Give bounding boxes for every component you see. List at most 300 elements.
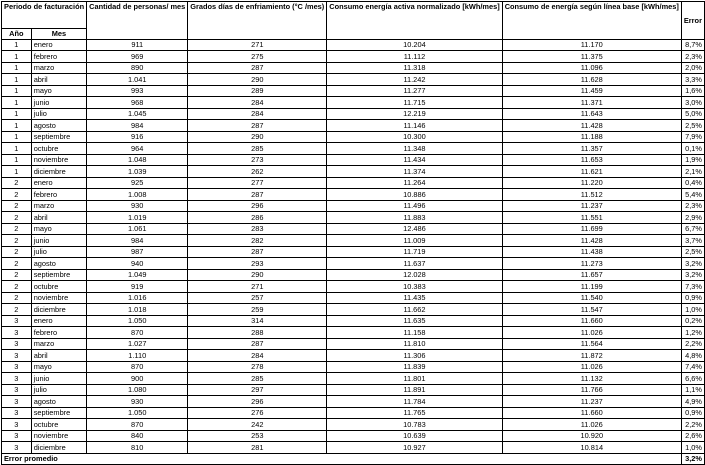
month-cell: marzo — [31, 200, 86, 212]
year-cell: 3 — [2, 350, 32, 362]
baseline-consumption-cell: 11.438 — [502, 246, 681, 258]
month-cell: junio — [31, 373, 86, 385]
baseline-consumption-cell: 11.132 — [502, 373, 681, 385]
baseline-consumption-cell: 11.375 — [502, 51, 681, 63]
degree-days-cell: 275 — [188, 51, 327, 63]
normalized-consumption-cell: 11.009 — [327, 235, 502, 247]
table-row — [2, 189, 705, 201]
table-row — [2, 131, 705, 143]
average-error-row — [2, 453, 705, 465]
normalized-consumption-cell: 11.496 — [327, 200, 502, 212]
normalized-consumption-cell: 11.348 — [327, 143, 502, 155]
table-row — [2, 166, 705, 178]
year-cell: 2 — [2, 304, 32, 316]
baseline-consumption-cell: 11.428 — [502, 235, 681, 247]
error-cell: 2,5% — [681, 120, 704, 132]
month-cell: noviembre — [31, 292, 86, 304]
error-cell: 3,0% — [681, 97, 704, 109]
degree-days-cell: 284 — [188, 350, 327, 362]
degree-days-cell: 257 — [188, 292, 327, 304]
baseline-consumption-cell: 11.096 — [502, 62, 681, 74]
baseline-consumption-cell: 11.551 — [502, 212, 681, 224]
people-cell: 1.018 — [87, 304, 188, 316]
degree-days-cell: 288 — [188, 327, 327, 339]
error-cell: 1,0% — [681, 442, 704, 454]
table-row — [2, 51, 705, 63]
energy-baseline-table — [1, 1, 705, 465]
degree-days-cell: 282 — [188, 235, 327, 247]
error-cell: 5,0% — [681, 108, 704, 120]
degree-days-cell: 287 — [188, 189, 327, 201]
normalized-consumption-cell: 11.810 — [327, 338, 502, 350]
year-cell: 2 — [2, 292, 32, 304]
table-row — [2, 407, 705, 419]
normalized-consumption-cell: 11.242 — [327, 74, 502, 86]
baseline-consumption-cell: 11.643 — [502, 108, 681, 120]
normalized-consumption-cell: 11.719 — [327, 246, 502, 258]
error-cell: 1,9% — [681, 154, 704, 166]
error-cell: 2,5% — [681, 246, 704, 258]
normalized-consumption-cell: 11.662 — [327, 304, 502, 316]
error-cell: 6,6% — [681, 373, 704, 385]
error-cell: 2,0% — [681, 62, 704, 74]
baseline-consumption-cell: 10.814 — [502, 442, 681, 454]
degree-days-cell: 276 — [188, 407, 327, 419]
people-cell: 930 — [87, 396, 188, 408]
month-cell: octubre — [31, 143, 86, 155]
baseline-consumption-cell: 11.660 — [502, 315, 681, 327]
year-cell: 1 — [2, 51, 32, 63]
error-cell: 2,3% — [681, 51, 704, 63]
average-error-value: 3,2% — [681, 453, 704, 465]
table-row — [2, 373, 705, 385]
month-cell: septiembre — [31, 407, 86, 419]
people-cell: 911 — [87, 39, 188, 51]
baseline-consumption-cell: 11.660 — [502, 407, 681, 419]
baseline-consumption-cell: 11.237 — [502, 200, 681, 212]
people-cell: 1.045 — [87, 108, 188, 120]
year-cell: 1 — [2, 154, 32, 166]
month-cell: noviembre — [31, 154, 86, 166]
table-row — [2, 419, 705, 431]
year-cell: 1 — [2, 74, 32, 86]
people-cell: 987 — [87, 246, 188, 258]
error-cell: 5,4% — [681, 189, 704, 201]
table-row — [2, 85, 705, 97]
year-cell: 2 — [2, 269, 32, 281]
year-cell: 2 — [2, 235, 32, 247]
table-row — [2, 384, 705, 396]
month-cell: marzo — [31, 62, 86, 74]
baseline-consumption-cell: 11.657 — [502, 269, 681, 281]
people-cell: 984 — [87, 235, 188, 247]
people-cell: 1.050 — [87, 315, 188, 327]
people-cell: 1.039 — [87, 166, 188, 178]
month-cell: abril — [31, 74, 86, 86]
people-cell: 1.027 — [87, 338, 188, 350]
month-cell: agosto — [31, 258, 86, 270]
year-cell: 2 — [2, 258, 32, 270]
people-cell: 1.008 — [87, 189, 188, 201]
baseline-consumption-header: Consumo de energía según línea base [kWh/mes] — [502, 2, 681, 40]
baseline-consumption-cell: 11.199 — [502, 281, 681, 293]
people-cell: 810 — [87, 442, 188, 454]
normalized-consumption-cell: 11.784 — [327, 396, 502, 408]
error-cell: 0,1% — [681, 143, 704, 155]
error-cell: 0,9% — [681, 407, 704, 419]
table-row — [2, 292, 705, 304]
baseline-consumption-cell: 11.026 — [502, 361, 681, 373]
degree-days-cell: 287 — [188, 120, 327, 132]
year-cell: 3 — [2, 315, 32, 327]
people-cell: 890 — [87, 62, 188, 74]
normalized-consumption-cell: 11.637 — [327, 258, 502, 270]
people-cell: 870 — [87, 361, 188, 373]
baseline-consumption-cell: 11.026 — [502, 327, 681, 339]
month-cell: junio — [31, 97, 86, 109]
normalized-consumption-cell: 11.434 — [327, 154, 502, 166]
error-cell: 2,3% — [681, 200, 704, 212]
people-cell: 964 — [87, 143, 188, 155]
degree-days-cell: 273 — [188, 154, 327, 166]
month-cell: julio — [31, 246, 86, 258]
normalized-consumption-cell: 11.158 — [327, 327, 502, 339]
month-cell: abril — [31, 350, 86, 362]
table-row — [2, 39, 705, 51]
month-cell: octubre — [31, 419, 86, 431]
error-cell: 0,9% — [681, 292, 704, 304]
month-cell: septiembre — [31, 269, 86, 281]
month-cell: septiembre — [31, 131, 86, 143]
table-footer — [2, 453, 705, 465]
table-row — [2, 223, 705, 235]
baseline-consumption-cell: 11.547 — [502, 304, 681, 316]
table-row — [2, 235, 705, 247]
year-cell: 1 — [2, 131, 32, 143]
baseline-consumption-cell: 11.188 — [502, 131, 681, 143]
people-cell: 1.061 — [87, 223, 188, 235]
year-cell: 2 — [2, 177, 32, 189]
degree-days-cell: 293 — [188, 258, 327, 270]
people-cell: 916 — [87, 131, 188, 143]
baseline-consumption-cell: 10.920 — [502, 430, 681, 442]
table-row — [2, 108, 705, 120]
degree-days-cell: 314 — [188, 315, 327, 327]
error-cell: 2,2% — [681, 338, 704, 350]
table-row — [2, 269, 705, 281]
table-row — [2, 154, 705, 166]
people-cell: 1.019 — [87, 212, 188, 224]
normalized-consumption-cell: 10.383 — [327, 281, 502, 293]
baseline-consumption-cell: 11.237 — [502, 396, 681, 408]
degree-days-cell: 297 — [188, 384, 327, 396]
year-cell: 3 — [2, 396, 32, 408]
normalized-consumption-cell: 11.306 — [327, 350, 502, 362]
month-cell: abril — [31, 212, 86, 224]
month-cell: diciembre — [31, 304, 86, 316]
footer-blank-cell — [87, 453, 188, 465]
year-cell: 3 — [2, 430, 32, 442]
normalized-consumption-cell: 12.486 — [327, 223, 502, 235]
normalized-consumption-cell: 10.886 — [327, 189, 502, 201]
degree-days-cell: 278 — [188, 361, 327, 373]
year-cell: 3 — [2, 407, 32, 419]
baseline-consumption-cell: 11.273 — [502, 258, 681, 270]
baseline-consumption-cell: 11.564 — [502, 338, 681, 350]
month-cell: febrero — [31, 51, 86, 63]
people-cell: 840 — [87, 430, 188, 442]
degree-days-cell: 277 — [188, 177, 327, 189]
error-cell: 7,3% — [681, 281, 704, 293]
normalized-consumption-cell: 11.635 — [327, 315, 502, 327]
normalized-consumption-cell: 11.374 — [327, 166, 502, 178]
normalized-consumption-cell: 11.715 — [327, 97, 502, 109]
degree-days-cell: 290 — [188, 269, 327, 281]
baseline-consumption-cell: 11.170 — [502, 39, 681, 51]
table-row — [2, 396, 705, 408]
year-cell: 1 — [2, 108, 32, 120]
people-cell: 930 — [87, 200, 188, 212]
year-cell: 3 — [2, 373, 32, 385]
month-cell: agosto — [31, 396, 86, 408]
table-row — [2, 361, 705, 373]
error-cell: 1,1% — [681, 384, 704, 396]
table-body — [2, 39, 705, 453]
year-cell: 1 — [2, 62, 32, 74]
degree-days-cell: 271 — [188, 281, 327, 293]
degree-days-cell: 281 — [188, 442, 327, 454]
table-row — [2, 177, 705, 189]
month-cell: julio — [31, 384, 86, 396]
degree-days-cell: 271 — [188, 39, 327, 51]
normalized-consumption-cell: 10.639 — [327, 430, 502, 442]
month-cell: diciembre — [31, 442, 86, 454]
month-cell: febrero — [31, 189, 86, 201]
month-cell: mayo — [31, 361, 86, 373]
year-cell: 2 — [2, 212, 32, 224]
degree-days-cell: 284 — [188, 97, 327, 109]
table-row — [2, 338, 705, 350]
year-header: Año — [2, 29, 32, 40]
year-cell: 1 — [2, 120, 32, 132]
month-cell: enero — [31, 39, 86, 51]
baseline-consumption-cell: 11.026 — [502, 419, 681, 431]
table-row — [2, 442, 705, 454]
normalized-consumption-cell: 11.146 — [327, 120, 502, 132]
error-cell: 1,2% — [681, 327, 704, 339]
table-row — [2, 143, 705, 155]
people-cell: 1.048 — [87, 154, 188, 166]
people-cell: 993 — [87, 85, 188, 97]
normalized-consumption-cell: 10.783 — [327, 419, 502, 431]
people-cell: 870 — [87, 419, 188, 431]
degree-days-cell: 287 — [188, 338, 327, 350]
error-cell: 8,7% — [681, 39, 704, 51]
people-cell: 925 — [87, 177, 188, 189]
degree-days-cell: 259 — [188, 304, 327, 316]
table-row — [2, 120, 705, 132]
error-cell: 3,2% — [681, 269, 704, 281]
people-cell: 984 — [87, 120, 188, 132]
degree-days-cell: 287 — [188, 246, 327, 258]
baseline-consumption-cell: 11.371 — [502, 97, 681, 109]
degree-days-cell: 296 — [188, 396, 327, 408]
error-cell: 1,6% — [681, 85, 704, 97]
people-cell: 870 — [87, 327, 188, 339]
baseline-consumption-cell: 11.512 — [502, 189, 681, 201]
table-row — [2, 97, 705, 109]
year-cell: 2 — [2, 246, 32, 258]
table-row — [2, 281, 705, 293]
average-error-label: Error promedio — [2, 453, 87, 465]
normalized-consumption-cell: 11.765 — [327, 407, 502, 419]
error-cell: 7,9% — [681, 131, 704, 143]
degree-days-cell: 290 — [188, 131, 327, 143]
month-cell: agosto — [31, 120, 86, 132]
normalized-consumption-cell: 10.300 — [327, 131, 502, 143]
table-row — [2, 315, 705, 327]
degree-days-cell: 283 — [188, 223, 327, 235]
normalized-consumption-cell: 11.883 — [327, 212, 502, 224]
normalized-consumption-cell: 11.277 — [327, 85, 502, 97]
baseline-consumption-cell: 11.357 — [502, 143, 681, 155]
error-cell: 2,9% — [681, 212, 704, 224]
degree-days-cell: 253 — [188, 430, 327, 442]
normalized-consumption-cell: 11.318 — [327, 62, 502, 74]
year-cell: 1 — [2, 97, 32, 109]
year-cell: 3 — [2, 361, 32, 373]
normalized-consumption-cell: 11.435 — [327, 292, 502, 304]
people-cell: 940 — [87, 258, 188, 270]
baseline-consumption-cell: 11.428 — [502, 120, 681, 132]
error-cell: 1,0% — [681, 304, 704, 316]
month-cell: julio — [31, 108, 86, 120]
table-row — [2, 430, 705, 442]
people-cell: 1.110 — [87, 350, 188, 362]
people-cell: 1.041 — [87, 74, 188, 86]
table-row — [2, 200, 705, 212]
degree-days-cell: 262 — [188, 166, 327, 178]
degree-days-header: Grados días de enfriamiento (°C /mes) — [188, 2, 327, 40]
period-header: Periodo de facturación — [2, 2, 87, 29]
year-cell: 2 — [2, 189, 32, 201]
baseline-consumption-cell: 11.220 — [502, 177, 681, 189]
footer-blank-cell — [502, 453, 681, 465]
baseline-consumption-cell: 11.653 — [502, 154, 681, 166]
baseline-consumption-cell: 11.621 — [502, 166, 681, 178]
year-cell: 3 — [2, 442, 32, 454]
year-cell: 2 — [2, 223, 32, 235]
normalized-consumption-cell: 11.112 — [327, 51, 502, 63]
month-cell: enero — [31, 177, 86, 189]
normalized-consumption-cell: 11.264 — [327, 177, 502, 189]
error-cell: 4,8% — [681, 350, 704, 362]
table-row — [2, 350, 705, 362]
month-cell: enero — [31, 315, 86, 327]
baseline-consumption-cell: 11.699 — [502, 223, 681, 235]
normalized-consumption-cell: 12.028 — [327, 269, 502, 281]
people-header: Cantidad de personas/ mes — [87, 2, 188, 40]
year-cell: 2 — [2, 281, 32, 293]
error-cell: 3,3% — [681, 74, 704, 86]
month-cell: marzo — [31, 338, 86, 350]
month-cell: diciembre — [31, 166, 86, 178]
error-cell: 2,6% — [681, 430, 704, 442]
month-cell: octubre — [31, 281, 86, 293]
year-cell: 3 — [2, 327, 32, 339]
month-cell: junio — [31, 235, 86, 247]
baseline-consumption-cell: 11.459 — [502, 85, 681, 97]
degree-days-cell: 296 — [188, 200, 327, 212]
error-header: Error — [681, 2, 704, 40]
normalized-consumption-cell: 11.891 — [327, 384, 502, 396]
normalized-consumption-cell: 10.204 — [327, 39, 502, 51]
people-cell: 968 — [87, 97, 188, 109]
error-cell: 0,4% — [681, 177, 704, 189]
error-cell: 4,9% — [681, 396, 704, 408]
degree-days-cell: 285 — [188, 373, 327, 385]
error-cell: 2,1% — [681, 166, 704, 178]
error-cell: 3,2% — [681, 258, 704, 270]
degree-days-cell: 285 — [188, 143, 327, 155]
table-row — [2, 258, 705, 270]
month-cell: mayo — [31, 85, 86, 97]
table-row — [2, 304, 705, 316]
table-row — [2, 74, 705, 86]
year-cell: 3 — [2, 419, 32, 431]
normalized-consumption-header: Consumo energía activa normalizado [kWh/mes] — [327, 2, 502, 40]
year-cell: 2 — [2, 200, 32, 212]
baseline-consumption-cell: 11.872 — [502, 350, 681, 362]
normalized-consumption-cell: 12.219 — [327, 108, 502, 120]
people-cell: 919 — [87, 281, 188, 293]
table-row — [2, 327, 705, 339]
degree-days-cell: 287 — [188, 62, 327, 74]
month-header: Mes — [31, 29, 86, 40]
people-cell: 969 — [87, 51, 188, 63]
degree-days-cell: 286 — [188, 212, 327, 224]
error-cell: 3,7% — [681, 235, 704, 247]
year-cell: 3 — [2, 384, 32, 396]
error-cell: 2,2% — [681, 419, 704, 431]
people-cell: 1.049 — [87, 269, 188, 281]
year-cell: 1 — [2, 143, 32, 155]
error-cell: 6,7% — [681, 223, 704, 235]
month-cell: mayo — [31, 223, 86, 235]
degree-days-cell: 290 — [188, 74, 327, 86]
year-cell: 1 — [2, 85, 32, 97]
people-cell: 1.016 — [87, 292, 188, 304]
footer-blank-cell — [188, 453, 327, 465]
baseline-consumption-cell: 11.540 — [502, 292, 681, 304]
normalized-consumption-cell: 11.801 — [327, 373, 502, 385]
year-cell: 3 — [2, 338, 32, 350]
baseline-consumption-cell: 11.628 — [502, 74, 681, 86]
normalized-consumption-cell: 10.927 — [327, 442, 502, 454]
table-row — [2, 246, 705, 258]
error-cell: 0,2% — [681, 315, 704, 327]
degree-days-cell: 242 — [188, 419, 327, 431]
error-cell: 7,4% — [681, 361, 704, 373]
people-cell: 1.080 — [87, 384, 188, 396]
footer-blank-cell — [327, 453, 502, 465]
normalized-consumption-cell: 11.839 — [327, 361, 502, 373]
table-row — [2, 62, 705, 74]
year-cell: 1 — [2, 166, 32, 178]
table-row — [2, 212, 705, 224]
table-header — [2, 2, 705, 40]
month-cell: noviembre — [31, 430, 86, 442]
